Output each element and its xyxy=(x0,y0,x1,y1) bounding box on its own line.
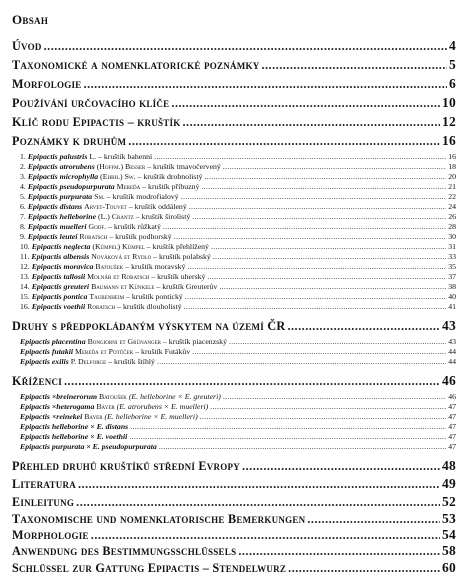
toc-entry-label: Morphologie xyxy=(12,528,89,542)
leader-dots xyxy=(181,192,447,201)
leader-dots xyxy=(159,442,446,451)
hybrid-label: Epipactis helleborine × E. voethii xyxy=(20,432,128,441)
leader-dots xyxy=(201,182,446,191)
toc-entry-prehled[interactable] xyxy=(12,458,456,474)
leader-dots xyxy=(130,422,446,431)
toc-entry-druhy-predpokladane[interactable] xyxy=(12,318,456,334)
leader-dots xyxy=(219,282,446,291)
toc-entry-label: Anwendung des Bestimmungsschlüssels xyxy=(12,544,237,558)
leader-dots xyxy=(84,77,447,92)
leader-dots xyxy=(185,292,446,301)
species-label: Epipactis placentina Bongiorni et Grünanger – kruštík piacenzský xyxy=(20,337,227,346)
species-page-number: 28 xyxy=(448,222,456,231)
species-label: 12. Epipactis moravica Batoušek – kruštík moravský xyxy=(20,262,186,271)
species-page-number: 35 xyxy=(448,262,456,271)
hybrid-page-number: 47 xyxy=(448,442,456,451)
leader-dots xyxy=(200,412,447,421)
species-page-number: 43 xyxy=(448,337,456,346)
leader-dots xyxy=(307,512,440,527)
toc-entry-poznamky[interactable] xyxy=(12,133,456,149)
species-label: 13. Epipactis tallosii Molnár et Robatsch – kruštík uherský xyxy=(20,272,206,281)
toc-page-number: 60 xyxy=(442,560,456,575)
species-entry[interactable] xyxy=(20,212,456,221)
species-entry[interactable] xyxy=(20,162,456,171)
toc-entry-uvod[interactable] xyxy=(12,38,456,54)
toc-entry-taxonomicke[interactable] xyxy=(12,57,456,73)
toc-entry-label: Schlüssel zur Gattung Epipactis – Stendelwurz xyxy=(12,561,287,575)
leader-dots xyxy=(189,202,446,211)
species-entry[interactable] xyxy=(20,242,456,251)
species-entry[interactable] xyxy=(20,152,456,161)
species-label: 15. Epipactis pontica Taubenheim – kruštík pontický xyxy=(20,292,183,301)
species-page-number: 30 xyxy=(448,232,456,241)
species-entry[interactable] xyxy=(20,272,456,281)
toc-entry-klic[interactable] xyxy=(12,114,456,130)
toc-entry-label: Klíč rodu Epipactis – kruštík xyxy=(12,115,181,129)
species-page-number: 24 xyxy=(448,202,456,211)
species-entry[interactable] xyxy=(20,302,456,311)
leader-dots xyxy=(223,162,446,171)
species-label: 3. Epipactis microphylla (Ehrh.) Sw. – kruštík drobnolistý xyxy=(20,172,203,181)
toc-entry-label: Morfologie xyxy=(12,77,82,91)
species-label: 4. Epipactis pseudopurpurata Mereďa – kruštík příbuzný xyxy=(20,182,200,191)
toc-entry-pouzivani[interactable] xyxy=(12,95,456,111)
species-label: 6. Epipactis distans Arvet-Touvet – kruštík oddálený xyxy=(20,202,187,211)
toc-entry-label: Einleitung xyxy=(12,495,75,509)
toc-entry-label: Přehled druhů kruštíků střední Evropy xyxy=(12,459,241,473)
leader-dots xyxy=(211,242,446,251)
toc-entry-einleitung[interactable] xyxy=(12,494,456,510)
hybrid-entry[interactable] xyxy=(20,442,456,451)
toc-page-number: 49 xyxy=(442,476,456,491)
species-label: 16. Epipactis voethii Robatsch – kruštík dlouholistý xyxy=(20,302,182,311)
leader-dots xyxy=(129,432,446,441)
hybrid-page-number: 46 xyxy=(448,392,456,401)
species-entry[interactable] xyxy=(20,222,456,231)
hybrid-entry[interactable] xyxy=(20,392,456,401)
leader-dots xyxy=(78,477,440,492)
species-page-number: 22 xyxy=(448,192,456,201)
species-entry[interactable] xyxy=(20,172,456,181)
leader-dots xyxy=(261,58,447,73)
toc-page-number: 58 xyxy=(442,543,456,558)
leader-dots xyxy=(174,232,447,241)
species-entry[interactable] xyxy=(20,232,456,241)
toc-page-number: 6 xyxy=(449,76,456,91)
toc-page-number: 46 xyxy=(442,373,456,388)
toc-page-number: 48 xyxy=(442,458,456,473)
toc-entry-morphologie[interactable] xyxy=(12,527,456,543)
species-page-number: 37 xyxy=(448,272,456,281)
expected-species-entry[interactable] xyxy=(20,357,456,366)
leader-dots xyxy=(205,172,447,181)
leader-dots xyxy=(288,561,440,576)
species-page-number: 44 xyxy=(448,347,456,356)
leader-dots xyxy=(192,347,446,356)
species-page-number: 44 xyxy=(448,357,456,366)
hybrid-label: Epipactis ×heterogama Bayer (E. atrorubens × E. muelleri) xyxy=(20,402,209,411)
species-entry[interactable] xyxy=(20,282,456,291)
species-label: Epipactis futakii Mereďa et Potůček – kruštík Futákův xyxy=(20,347,191,356)
toc-page-number: 5 xyxy=(449,57,456,72)
leader-dots xyxy=(207,272,446,281)
hybrid-page-number: 47 xyxy=(448,402,456,411)
toc-entry-label: Kříženci xyxy=(12,374,62,388)
species-page-number: 26 xyxy=(448,212,456,221)
toc-entry-schlussel[interactable] xyxy=(12,560,456,576)
species-entry[interactable] xyxy=(20,292,456,301)
leader-dots xyxy=(154,152,446,161)
toc-entry-krizenci[interactable] xyxy=(12,373,456,389)
species-page-number: 18 xyxy=(448,162,456,171)
hybrid-label: Epipactis purpurata × E. pseudopurpurata xyxy=(20,442,157,451)
toc-entry-literatura[interactable] xyxy=(12,476,456,492)
leader-dots xyxy=(64,374,440,389)
expected-species-entry[interactable] xyxy=(20,347,456,356)
toc-entry-label: Taxonomische und nomenklatorische Bemerkungen xyxy=(12,512,306,526)
leader-dots xyxy=(210,402,446,411)
species-entry[interactable] xyxy=(20,182,456,191)
toc-page-number: 54 xyxy=(442,527,456,542)
toc-page-number: 43 xyxy=(442,318,456,333)
leader-dots xyxy=(157,357,446,366)
hybrid-label: Epipactis helleborine × E. distans xyxy=(20,422,129,431)
toc-entry-label: Literatura xyxy=(12,477,76,491)
species-label: 9. Epipactis leutei Robatsch – kruštík podhorský xyxy=(20,232,172,241)
species-label: 8. Epipactis muelleri Godf. – kruštík růžkatý xyxy=(20,222,161,231)
species-label: 2. Epipactis atrorubens (Hoffm.) Besser – kruštík tmavočervený xyxy=(20,162,221,171)
toc-entry-label: Úvod xyxy=(12,39,42,53)
leader-dots xyxy=(229,337,446,346)
leader-dots xyxy=(213,252,446,261)
species-page-number: 20 xyxy=(448,172,456,181)
leader-dots xyxy=(242,459,440,474)
toc-page-number: 12 xyxy=(442,114,456,129)
leader-dots xyxy=(238,544,440,559)
hybrid-entry[interactable] xyxy=(20,432,456,441)
species-label: 5. Epipactis purpurata Sm. – kruštík modrofialový xyxy=(20,192,179,201)
species-label: 11. Epipactis albensis Nováková et Rydlo – kruštík polabský xyxy=(20,252,211,261)
species-entry[interactable] xyxy=(20,202,456,211)
species-label: 7. Epipactis helleborine (L.) Crantz – kruštík širolistý xyxy=(20,212,191,221)
toc-entry-label: Používání určovacího klíče xyxy=(12,96,170,110)
hybrid-entry[interactable] xyxy=(20,402,456,411)
toc-page-number: 10 xyxy=(442,95,456,110)
leader-dots xyxy=(183,115,441,130)
hybrid-page-number: 47 xyxy=(448,422,456,431)
leader-dots xyxy=(163,222,446,231)
hybrid-label: Epipactis ×breinerorum Batoušek (E. helleborine × E. greuteri) xyxy=(20,392,221,401)
species-label: 14. Epipactis greuteri Baumann et Künkele – kruštík Greuterův xyxy=(20,282,218,291)
species-page-number: 38 xyxy=(448,282,456,291)
hybrid-page-number: 47 xyxy=(448,432,456,441)
leader-dots xyxy=(192,212,446,221)
species-entry[interactable] xyxy=(20,262,456,271)
toc-page-number: 52 xyxy=(442,494,456,509)
species-page-number: 40 xyxy=(448,292,456,301)
species-page-number: 41 xyxy=(448,302,456,311)
leader-dots xyxy=(184,302,447,311)
species-label: 10. Epipactis neglecta (Kümpel) Kümpel – kruštík přehlížený xyxy=(20,242,209,251)
hybrid-entry[interactable] xyxy=(20,412,456,421)
hybrid-entry[interactable] xyxy=(20,422,456,431)
species-page-number: 16 xyxy=(448,152,456,161)
toc-entry-taxonomische[interactable] xyxy=(12,511,456,527)
species-entry[interactable] xyxy=(20,192,456,201)
expected-species-entry[interactable] xyxy=(20,337,456,346)
toc-entry-morfologie[interactable] xyxy=(12,76,456,92)
leader-dots xyxy=(287,319,440,334)
hybrid-label: Epipactis ×reinekei Bayer (E. helleborine × E. muelleri) xyxy=(20,412,198,421)
leader-dots xyxy=(44,39,447,54)
toc-page-number: 4 xyxy=(449,38,456,53)
toc-entry-label: Poznámky k druhům xyxy=(12,134,127,148)
species-page-number: 21 xyxy=(448,182,456,191)
species-entry[interactable] xyxy=(20,252,456,261)
toc-page-number: 53 xyxy=(442,511,456,526)
species-label: Epipactis exilis P. Delforge – kruštík štíhlý xyxy=(20,357,155,366)
leader-dots xyxy=(223,392,446,401)
hybrid-page-number: 47 xyxy=(448,412,456,421)
leader-dots xyxy=(128,134,440,149)
toc-heading: Obsah xyxy=(12,12,49,27)
toc-entry-anwendung[interactable] xyxy=(12,543,456,559)
toc-page-number: 16 xyxy=(442,133,456,148)
leader-dots xyxy=(187,262,446,271)
leader-dots xyxy=(91,528,440,543)
species-page-number: 31 xyxy=(448,242,456,251)
toc-entry-label: Taxonomické a nomenklatorické poznámky xyxy=(12,58,260,72)
leader-dots xyxy=(76,495,440,510)
leader-dots xyxy=(171,96,440,111)
species-label: 1. Epipactis palustris L. – kruštík bahenní xyxy=(20,152,153,161)
toc-entry-label: Druhy s předpokládaným výskytem na území ČR xyxy=(12,319,286,333)
species-page-number: 33 xyxy=(448,252,456,261)
